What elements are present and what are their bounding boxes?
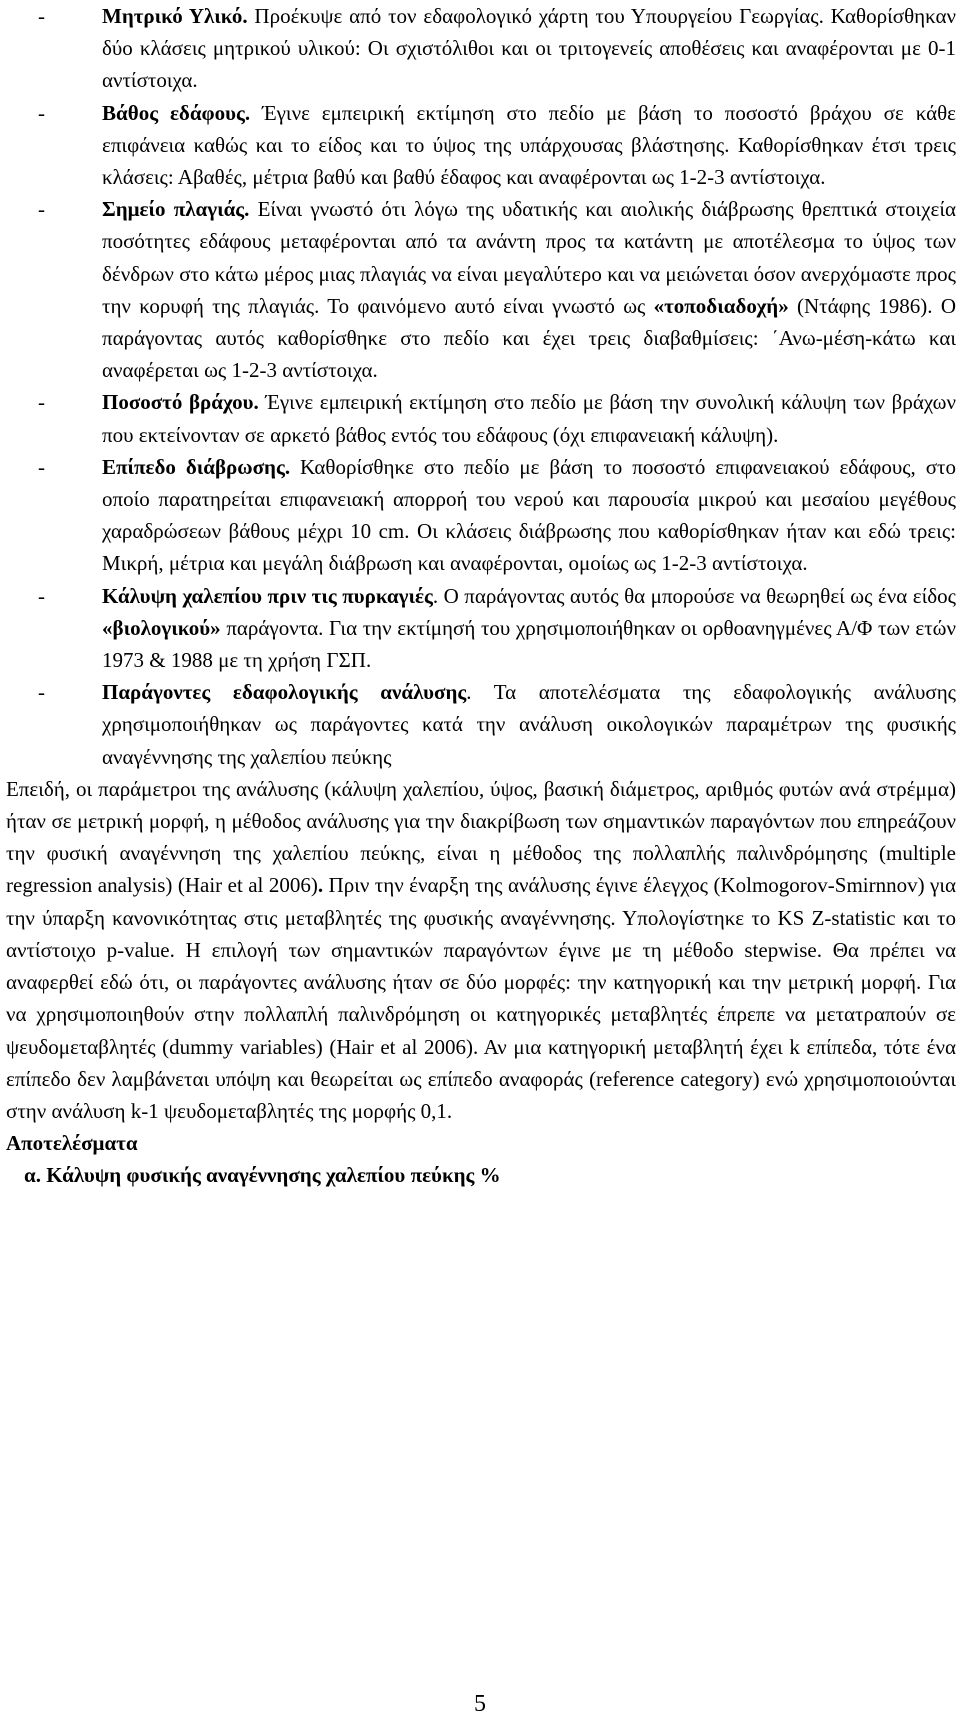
list-item-soil-analysis bbox=[0, 676, 960, 773]
list-item-term: Σημείο πλαγιάς. bbox=[102, 197, 250, 222]
list-item-text: παράγοντα. Για την εκτίμησή του χρησιμοποιήθηκαν οι ορθοανηγμένες Α/Φ των ετών 1973 & 1988 με τη χρήση ΓΣΠ. bbox=[102, 615, 956, 673]
list-item-rock-percentage bbox=[0, 386, 960, 450]
list-item-term: Επίπεδο διάβρωσης. bbox=[102, 454, 291, 479]
paragraph-period: . bbox=[317, 873, 324, 898]
list-item-pine-cover bbox=[0, 580, 960, 677]
list-item-text: . Τα αποτελέσματα της εδαφολογικής ανάλυσης χρησιμοποιήθηκαν ως παράγοντες κατά την ανάλυση οικολογικών παραμέτρων της φυσικής αναγέννησης της χαλεπίου πεύκης bbox=[102, 680, 957, 769]
list-item-text: Έγινε εμπειρική εκτίμηση στο πεδίο με βάση το ποσοστό βράχου σε κάθε επιφάνεια καθώς και το είδος και το ύψος της υπάρχουσας βλάστησης. Καθορίσθηκαν έτσι τρεις κλάσεις: Αβαθές, μέτρια βαθύ και βαθύ έδαφος και αναφέρονται ως 1-2-3 αντίστοιχα. bbox=[102, 100, 956, 190]
list-item-text: (Ντάφης 1986). Ο παράγοντας αυτός καθορίσθηκε στο πεδίο και έχει τρεις διαβαθμίσεις: ΄Ανω-μέση-κάτω και αναφέρεται ως 1-2-3 αντίστοιχα. bbox=[102, 293, 956, 383]
list-item-parent-material bbox=[0, 0, 960, 97]
list-item-erosion-level bbox=[0, 451, 960, 580]
list-dash: - bbox=[38, 583, 45, 608]
list-dash: - bbox=[38, 4, 45, 28]
list-dash: - bbox=[38, 100, 45, 125]
list-item-text: . Ο παράγοντας αυτός θα μπορούσε να θεωρηθεί ως ένα είδος bbox=[432, 583, 956, 608]
list-item-slope-position bbox=[0, 193, 960, 386]
list-item-term: Μητρικό Υλικό. bbox=[102, 4, 248, 28]
list-item-text: Έγινε εμπειρική εκτίμηση στο πεδίο με βάση την συνολική κάλυψη των βράχων που εκτείνονταν σε αρκετό βάθος εντός του εδάφους (όχι επιφανειακή κάλυψη). bbox=[102, 390, 956, 447]
paragraph-text: Πριν την έναρξη της ανάλυσης έγινε έλεγχος (Kolmogorov-Smirnnov) για την ύπαρξη κανονικότητας στις μεταβλητές της φυσικής αναγέννησης. Υπολογίστηκε το KS Z-statistic και το αντίστοιχο p-value. Η επιλογή των σημαντικών παραγόντων έγινε με τη μέθοδο stepwise. Θα πρέπει να αναφερθεί εδώ ότι, οι παράγοντες ανάλυσης ήταν σε δύο μορφές: την κατηγορική και την μετρική μορφή. Για να χρησιμοποιηθούν στην πολλαπλή παλινδρόμηση οι κατηγορικές μεταβλητές έπρεπε να μετατραπούν σε ψευδομεταβλητές (dummy variables) (Hair et al 2006). Αν μια κατηγορική μεταβλητή έχει k επίπεδα, τότε ένα επίπεδο δεν λαμβάνεται υπόψη και θεωρείται ως επίπεδο αναφοράς (reference category) ενώ χρησιμοποιούνται στην ανάλυση k-1 ψευδομεταβλητές της μορφής 0,1. bbox=[6, 873, 956, 1123]
list-item-soil-depth bbox=[0, 97, 960, 194]
list-item-text: Καθορίσθηκε στο πεδίο με βάση το ποσοστό επιφανειακού εδάφους, στο οποίο παρατηρείται επιφανειακή απορροή του νερού και παρουσία μικρού και μεσαίου μεγέθους χαραδρώσεων βάθους μέχρι 10 cm. Οι κλάσεις διάβρωσης που καθορίσθηκαν ήταν και εδώ τρεις: Μικρή, μέτρια και μεγάλη διάβρωση και αναφέρονται, ομοίως ως 1-2-3 αντίστοιχα. bbox=[102, 454, 956, 576]
list-item-emphasis: «τοποδιαδοχή» bbox=[653, 293, 789, 318]
list-item-term: Ποσοστό βράχου. bbox=[102, 390, 259, 415]
list-dash: - bbox=[38, 454, 45, 479]
list-item-term: Κάλυψη χαλεπίου πριν τις πυρκαγιές bbox=[102, 583, 433, 608]
body-paragraph bbox=[0, 773, 960, 1127]
list-item-term: Βάθος εδάφους. bbox=[102, 100, 251, 125]
list-dash: - bbox=[38, 197, 45, 222]
page-number: 5 bbox=[474, 1691, 486, 1717]
list-item-term: Παράγοντες εδαφολογικής ανάλυσης bbox=[102, 680, 467, 705]
list-item-text: Προέκυψε από τον εδαφολογικό χάρτη του Υπουργείου Γεωργίας. Καθορίσθηκαν δύο κλάσεις μητρικού υλικού: Οι σχιστόλιθοι και οι τριτογενείς αποθέσεις και αναφέρονται με 0-1 αντίστοιχα. bbox=[102, 4, 957, 93]
section-heading: Αποτελέσματα bbox=[6, 1131, 138, 1156]
paragraph-text: Επειδή, οι παράμετροι της ανάλυσης (κάλυψη χαλεπίου, ύψος, βασική διάμετρος, αριθμός φυτών ανά στρέμμα) ήταν σε μετρική μορφή, η μέθοδος ανάλυσης για την διακρίβωση των σημαντικών παραγόντων που επηρεάζουν την φυσική αναγέννηση της χαλεπίου πεύκης, είναι η μέθοδος της πολλαπλής παλινδρόμησης (multiple regression analysis) (Hair et al 2006) bbox=[6, 776, 956, 898]
subsection-heading: α. Κάλυψη φυσικής αναγέννησης χαλεπίου πεύκης % bbox=[24, 1163, 501, 1188]
list-item-text: Είναι γνωστό ότι λόγω της υδατικής και αιολικής διάβρωσης θρεπτικά στοιχεία ποσότητες εδάφους μεταφέρονται από τα ανάντη προς τα κατάντη με αποτέλεσμα το ύψος των δένδρων στο κάτω μέρος μιας πλαγιάς να είναι μεγαλύτερο και να μειώνεται όσον ανερχόμαστε προς την κορυφή της πλαγιάς. Το φαινόμενο αυτό είναι γνωστό ως bbox=[102, 197, 956, 318]
list-dash: - bbox=[38, 680, 45, 705]
list-item-emphasis: «βιολογικού» bbox=[102, 615, 221, 640]
list-dash: - bbox=[38, 390, 45, 415]
